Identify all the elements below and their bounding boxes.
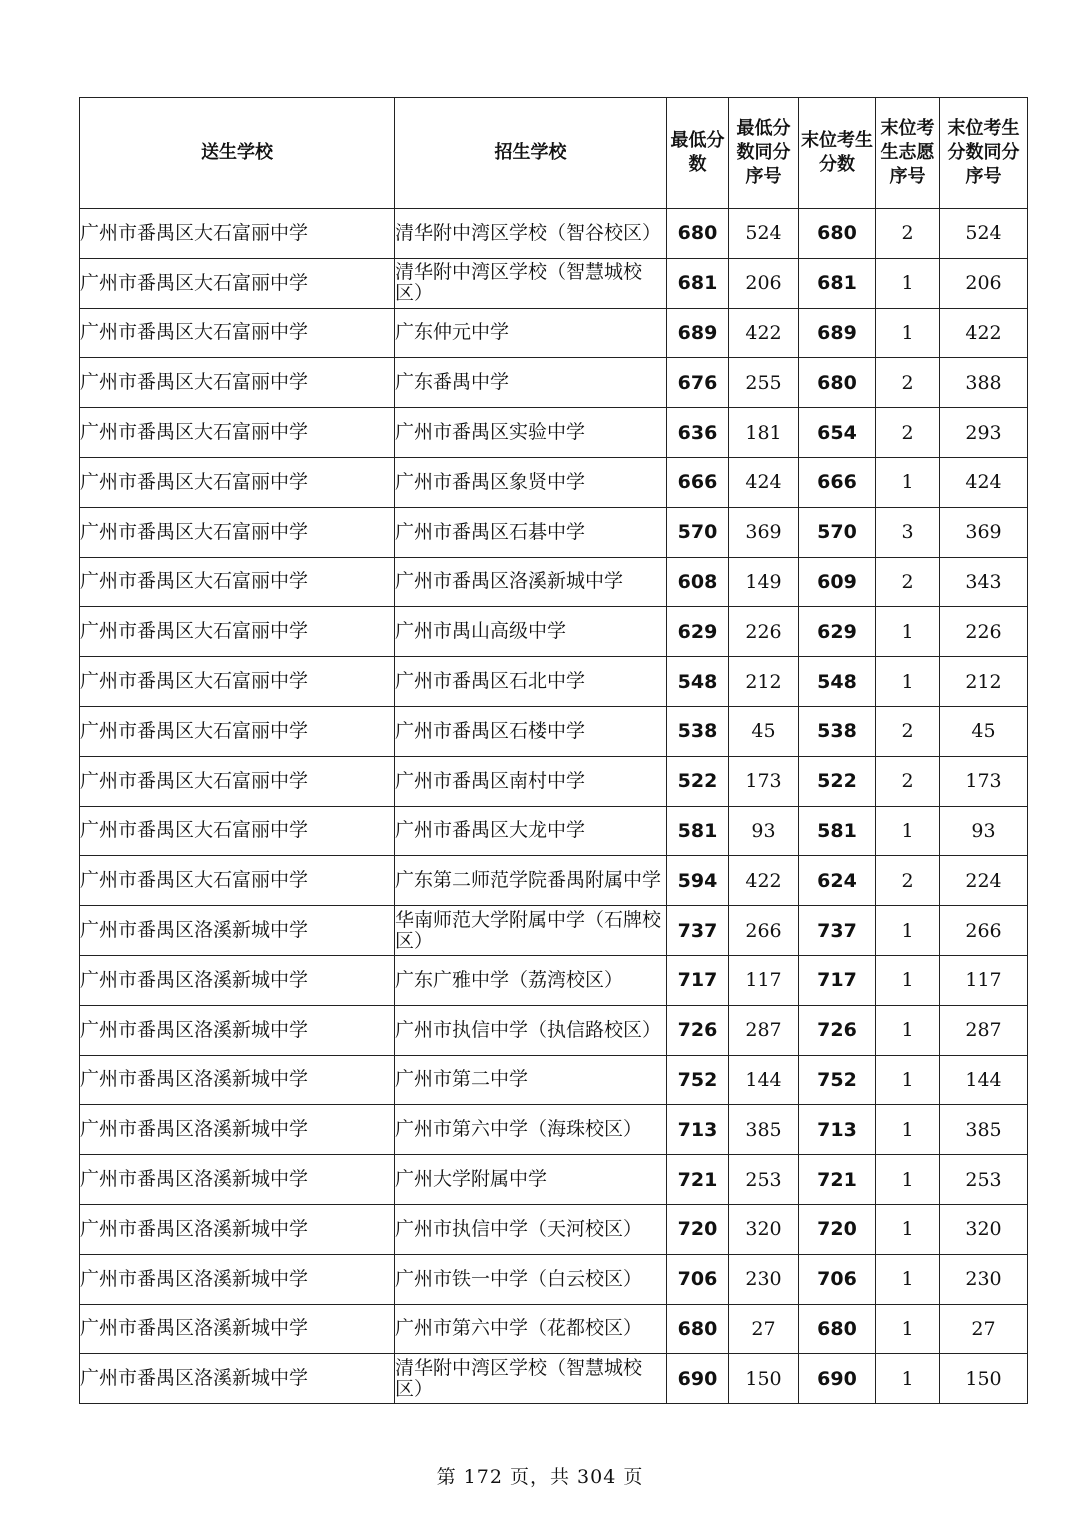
min-score-cell: 538 <box>667 706 729 756</box>
min-score-tie-rank-cell: 369 <box>729 507 799 557</box>
table-body <box>80 209 1028 1404</box>
min-score-cell: 681 <box>667 258 729 308</box>
last-student-score-cell: 522 <box>799 756 876 806</box>
min-score-tie-rank-cell: 149 <box>729 557 799 607</box>
min-score-cell: 737 <box>667 906 729 956</box>
min-score-tie-rank-cell: 212 <box>729 657 799 707</box>
last-student-tie-rank-cell: 27 <box>940 1304 1028 1354</box>
table-row <box>80 557 1028 607</box>
last-student-choice-order-cell: 1 <box>876 955 940 1005</box>
admitting-school-cell: 清华附中湾区学校（智慧城校区） <box>395 258 667 308</box>
min-score-tie-rank-cell: 45 <box>729 706 799 756</box>
admitting-school-cell: 清华附中湾区学校（智谷校区） <box>395 209 667 259</box>
table-row <box>80 1254 1028 1304</box>
sending-school-cell: 广州市番禺区大石富丽中学 <box>80 557 395 607</box>
min-score-tie-rank-cell: 422 <box>729 856 799 906</box>
last-student-choice-order-cell: 1 <box>876 1105 940 1155</box>
last-student-tie-rank-cell: 287 <box>940 1005 1028 1055</box>
table-row <box>80 1155 1028 1205</box>
min-score-cell: 726 <box>667 1005 729 1055</box>
last-student-tie-rank-cell: 388 <box>940 358 1028 408</box>
page-number: 第 172 页，共 304 页 <box>436 1466 644 1488</box>
table-row <box>80 856 1028 906</box>
sending-school-cell: 广州市番禺区洛溪新城中学 <box>80 906 395 956</box>
sending-school-cell: 广州市番禺区大石富丽中学 <box>80 308 395 358</box>
last-student-tie-rank-cell: 266 <box>940 906 1028 956</box>
min-score-cell: 629 <box>667 607 729 657</box>
last-student-tie-rank-cell: 206 <box>940 258 1028 308</box>
table-row <box>80 209 1028 259</box>
sending-school-cell: 广州市番禺区洛溪新城中学 <box>80 1005 395 1055</box>
min-score-tie-rank-cell: 117 <box>729 955 799 1005</box>
min-score-tie-rank-cell: 150 <box>729 1354 799 1404</box>
admitting-school-cell: 广东仲元中学 <box>395 308 667 358</box>
min-score-cell: 689 <box>667 308 729 358</box>
admitting-school-cell: 广州市番禺区实验中学 <box>395 408 667 458</box>
admitting-school-cell: 广州市番禺区大龙中学 <box>395 806 667 856</box>
last-student-choice-order-cell: 1 <box>876 1354 940 1404</box>
table-row <box>80 1304 1028 1354</box>
admitting-school-cell: 华南师范大学附属中学（石牌校区） <box>395 906 667 956</box>
last-student-choice-order-cell: 1 <box>876 1155 940 1205</box>
sending-school-cell: 广州市番禺区大石富丽中学 <box>80 507 395 557</box>
header-min-score: 最低分数 <box>667 98 729 209</box>
table-row <box>80 955 1028 1005</box>
sending-school-cell: 广州市番禺区大石富丽中学 <box>80 209 395 259</box>
sending-school-cell: 广州市番禺区大石富丽中学 <box>80 756 395 806</box>
last-student-score-cell: 654 <box>799 408 876 458</box>
min-score-cell: 666 <box>667 457 729 507</box>
admitting-school-cell: 广州市番禺区石北中学 <box>395 657 667 707</box>
min-score-tie-rank-cell: 385 <box>729 1105 799 1155</box>
min-score-cell: 522 <box>667 756 729 806</box>
header-min-score-tie-rank: 最低分数同分序号 <box>729 98 799 209</box>
last-student-choice-order-cell: 1 <box>876 657 940 707</box>
min-score-cell: 636 <box>667 408 729 458</box>
last-student-choice-order-cell: 2 <box>876 408 940 458</box>
sending-school-cell: 广州市番禺区大石富丽中学 <box>80 258 395 308</box>
last-student-choice-order-cell: 1 <box>876 457 940 507</box>
last-student-score-cell: 548 <box>799 657 876 707</box>
last-student-score-cell: 581 <box>799 806 876 856</box>
last-student-score-cell: 713 <box>799 1105 876 1155</box>
min-score-cell: 581 <box>667 806 729 856</box>
min-score-cell: 706 <box>667 1254 729 1304</box>
min-score-tie-rank-cell: 181 <box>729 408 799 458</box>
last-student-score-cell: 726 <box>799 1005 876 1055</box>
admitting-school-cell: 清华附中湾区学校（智慧城校区） <box>395 1354 667 1404</box>
table-row <box>80 706 1028 756</box>
sending-school-cell: 广州市番禺区洛溪新城中学 <box>80 1254 395 1304</box>
min-score-tie-rank-cell: 524 <box>729 209 799 259</box>
min-score-tie-rank-cell: 287 <box>729 1005 799 1055</box>
sending-school-cell: 广州市番禺区洛溪新城中学 <box>80 955 395 1005</box>
admitting-school-cell: 广州市番禺区南村中学 <box>395 756 667 806</box>
sending-school-cell: 广州市番禺区大石富丽中学 <box>80 358 395 408</box>
min-score-cell: 570 <box>667 507 729 557</box>
admitting-school-cell: 广州市禺山高级中学 <box>395 607 667 657</box>
admitting-school-cell: 广州市第六中学（花都校区） <box>395 1304 667 1354</box>
last-student-score-cell: 629 <box>799 607 876 657</box>
table-row <box>80 1005 1028 1055</box>
last-student-score-cell: 681 <box>799 258 876 308</box>
min-score-cell: 721 <box>667 1155 729 1205</box>
last-student-choice-order-cell: 1 <box>876 1055 940 1105</box>
table-row <box>80 1204 1028 1254</box>
min-score-tie-rank-cell: 206 <box>729 258 799 308</box>
table-row <box>80 457 1028 507</box>
header-row <box>80 98 1028 209</box>
last-student-tie-rank-cell: 385 <box>940 1105 1028 1155</box>
last-student-score-cell: 609 <box>799 557 876 607</box>
last-student-tie-rank-cell: 343 <box>940 557 1028 607</box>
sending-school-cell: 广州市番禺区洛溪新城中学 <box>80 1055 395 1105</box>
table-row <box>80 408 1028 458</box>
admitting-school-cell: 广州大学附属中学 <box>395 1155 667 1205</box>
sending-school-cell: 广州市番禺区洛溪新城中学 <box>80 1105 395 1155</box>
sending-school-cell: 广州市番禺区洛溪新城中学 <box>80 1304 395 1354</box>
last-student-choice-order-cell: 2 <box>876 756 940 806</box>
min-score-tie-rank-cell: 253 <box>729 1155 799 1205</box>
min-score-tie-rank-cell: 27 <box>729 1304 799 1354</box>
admitting-school-cell: 广州市番禺区石楼中学 <box>395 706 667 756</box>
min-score-tie-rank-cell: 93 <box>729 806 799 856</box>
min-score-cell: 608 <box>667 557 729 607</box>
sending-school-cell: 广州市番禺区洛溪新城中学 <box>80 1354 395 1404</box>
sending-school-cell: 广州市番禺区大石富丽中学 <box>80 706 395 756</box>
table-row <box>80 756 1028 806</box>
sending-school-cell: 广州市番禺区大石富丽中学 <box>80 408 395 458</box>
table-row <box>80 607 1028 657</box>
admitting-school-cell: 广州市番禺区石碁中学 <box>395 507 667 557</box>
min-score-cell: 680 <box>667 1304 729 1354</box>
min-score-tie-rank-cell: 226 <box>729 607 799 657</box>
table-row <box>80 806 1028 856</box>
admitting-school-cell: 广州市执信中学（天河校区） <box>395 1204 667 1254</box>
table-row <box>80 906 1028 956</box>
last-student-choice-order-cell: 1 <box>876 1005 940 1055</box>
last-student-choice-order-cell: 1 <box>876 906 940 956</box>
last-student-tie-rank-cell: 45 <box>940 706 1028 756</box>
last-student-choice-order-cell: 1 <box>876 1304 940 1354</box>
last-student-score-cell: 570 <box>799 507 876 557</box>
last-student-score-cell: 680 <box>799 1304 876 1354</box>
admitting-school-cell: 广东番禺中学 <box>395 358 667 408</box>
sending-school-cell: 广州市番禺区大石富丽中学 <box>80 457 395 507</box>
last-student-score-cell: 538 <box>799 706 876 756</box>
admission-table <box>79 97 1028 1404</box>
last-student-score-cell: 680 <box>799 358 876 408</box>
admitting-school-cell: 广州市铁一中学（白云校区） <box>395 1254 667 1304</box>
last-student-choice-order-cell: 1 <box>876 1254 940 1304</box>
last-student-tie-rank-cell: 117 <box>940 955 1028 1005</box>
last-student-score-cell: 666 <box>799 457 876 507</box>
admitting-school-cell: 广东广雅中学（荔湾校区） <box>395 955 667 1005</box>
sending-school-cell: 广州市番禺区大石富丽中学 <box>80 806 395 856</box>
min-score-cell: 713 <box>667 1105 729 1155</box>
last-student-score-cell: 624 <box>799 856 876 906</box>
table-row <box>80 1354 1028 1404</box>
admitting-school-cell: 广州市番禺区洛溪新城中学 <box>395 557 667 607</box>
last-student-tie-rank-cell: 173 <box>940 756 1028 806</box>
last-student-choice-order-cell: 2 <box>876 856 940 906</box>
header-last-student-tie-rank: 末位考生分数同分序号 <box>940 98 1028 209</box>
last-student-choice-order-cell: 2 <box>876 209 940 259</box>
header-last-student-choice-order: 末位考生志愿序号 <box>876 98 940 209</box>
last-student-choice-order-cell: 2 <box>876 358 940 408</box>
last-student-tie-rank-cell: 424 <box>940 457 1028 507</box>
sending-school-cell: 广州市番禺区大石富丽中学 <box>80 856 395 906</box>
last-student-score-cell: 680 <box>799 209 876 259</box>
last-student-score-cell: 690 <box>799 1354 876 1404</box>
last-student-tie-rank-cell: 422 <box>940 308 1028 358</box>
table-row <box>80 1105 1028 1155</box>
table-row <box>80 258 1028 308</box>
min-score-cell: 548 <box>667 657 729 707</box>
header-last-student-score: 末位考生分数 <box>799 98 876 209</box>
last-student-tie-rank-cell: 253 <box>940 1155 1028 1205</box>
last-student-score-cell: 752 <box>799 1055 876 1105</box>
last-student-tie-rank-cell: 93 <box>940 806 1028 856</box>
min-score-cell: 717 <box>667 955 729 1005</box>
last-student-tie-rank-cell: 150 <box>940 1354 1028 1404</box>
last-student-tie-rank-cell: 320 <box>940 1204 1028 1254</box>
last-student-choice-order-cell: 1 <box>876 806 940 856</box>
last-student-choice-order-cell: 1 <box>876 258 940 308</box>
min-score-cell: 680 <box>667 209 729 259</box>
min-score-cell: 690 <box>667 1354 729 1404</box>
min-score-tie-rank-cell: 255 <box>729 358 799 408</box>
table-header <box>80 98 1028 209</box>
admitting-school-cell: 广州市番禺区象贤中学 <box>395 457 667 507</box>
table-row <box>80 1055 1028 1105</box>
last-student-choice-order-cell: 3 <box>876 507 940 557</box>
min-score-tie-rank-cell: 173 <box>729 756 799 806</box>
min-score-cell: 594 <box>667 856 729 906</box>
admitting-school-cell: 广州市执信中学（执信路校区） <box>395 1005 667 1055</box>
admitting-school-cell: 广州市第二中学 <box>395 1055 667 1105</box>
last-student-tie-rank-cell: 293 <box>940 408 1028 458</box>
last-student-tie-rank-cell: 224 <box>940 856 1028 906</box>
sending-school-cell: 广州市番禺区大石富丽中学 <box>80 607 395 657</box>
min-score-tie-rank-cell: 230 <box>729 1254 799 1304</box>
min-score-tie-rank-cell: 424 <box>729 457 799 507</box>
last-student-tie-rank-cell: 369 <box>940 507 1028 557</box>
last-student-choice-order-cell: 1 <box>876 1204 940 1254</box>
admitting-school-cell: 广州市第六中学（海珠校区） <box>395 1105 667 1155</box>
last-student-choice-order-cell: 2 <box>876 557 940 607</box>
table-row <box>80 358 1028 408</box>
last-student-score-cell: 689 <box>799 308 876 358</box>
min-score-cell: 676 <box>667 358 729 408</box>
last-student-score-cell: 737 <box>799 906 876 956</box>
last-student-score-cell: 706 <box>799 1254 876 1304</box>
last-student-choice-order-cell: 1 <box>876 308 940 358</box>
last-student-choice-order-cell: 1 <box>876 607 940 657</box>
min-score-cell: 752 <box>667 1055 729 1105</box>
last-student-tie-rank-cell: 226 <box>940 607 1028 657</box>
sending-school-cell: 广州市番禺区洛溪新城中学 <box>80 1204 395 1254</box>
min-score-tie-rank-cell: 320 <box>729 1204 799 1254</box>
table-row <box>80 657 1028 707</box>
min-score-tie-rank-cell: 422 <box>729 308 799 358</box>
last-student-tie-rank-cell: 230 <box>940 1254 1028 1304</box>
last-student-tie-rank-cell: 212 <box>940 657 1028 707</box>
min-score-cell: 720 <box>667 1204 729 1254</box>
header-sending-school: 送生学校 <box>80 98 395 209</box>
min-score-tie-rank-cell: 144 <box>729 1055 799 1105</box>
last-student-score-cell: 721 <box>799 1155 876 1205</box>
last-student-tie-rank-cell: 144 <box>940 1055 1028 1105</box>
table-row <box>80 507 1028 557</box>
last-student-choice-order-cell: 2 <box>876 706 940 756</box>
table-row <box>80 308 1028 358</box>
last-student-score-cell: 717 <box>799 955 876 1005</box>
sending-school-cell: 广州市番禺区洛溪新城中学 <box>80 1155 395 1205</box>
admitting-school-cell: 广东第二师范学院番禺附属中学 <box>395 856 667 906</box>
last-student-score-cell: 720 <box>799 1204 876 1254</box>
sending-school-cell: 广州市番禺区大石富丽中学 <box>80 657 395 707</box>
last-student-tie-rank-cell: 524 <box>940 209 1028 259</box>
min-score-tie-rank-cell: 266 <box>729 906 799 956</box>
header-admitting-school: 招生学校 <box>395 98 667 209</box>
